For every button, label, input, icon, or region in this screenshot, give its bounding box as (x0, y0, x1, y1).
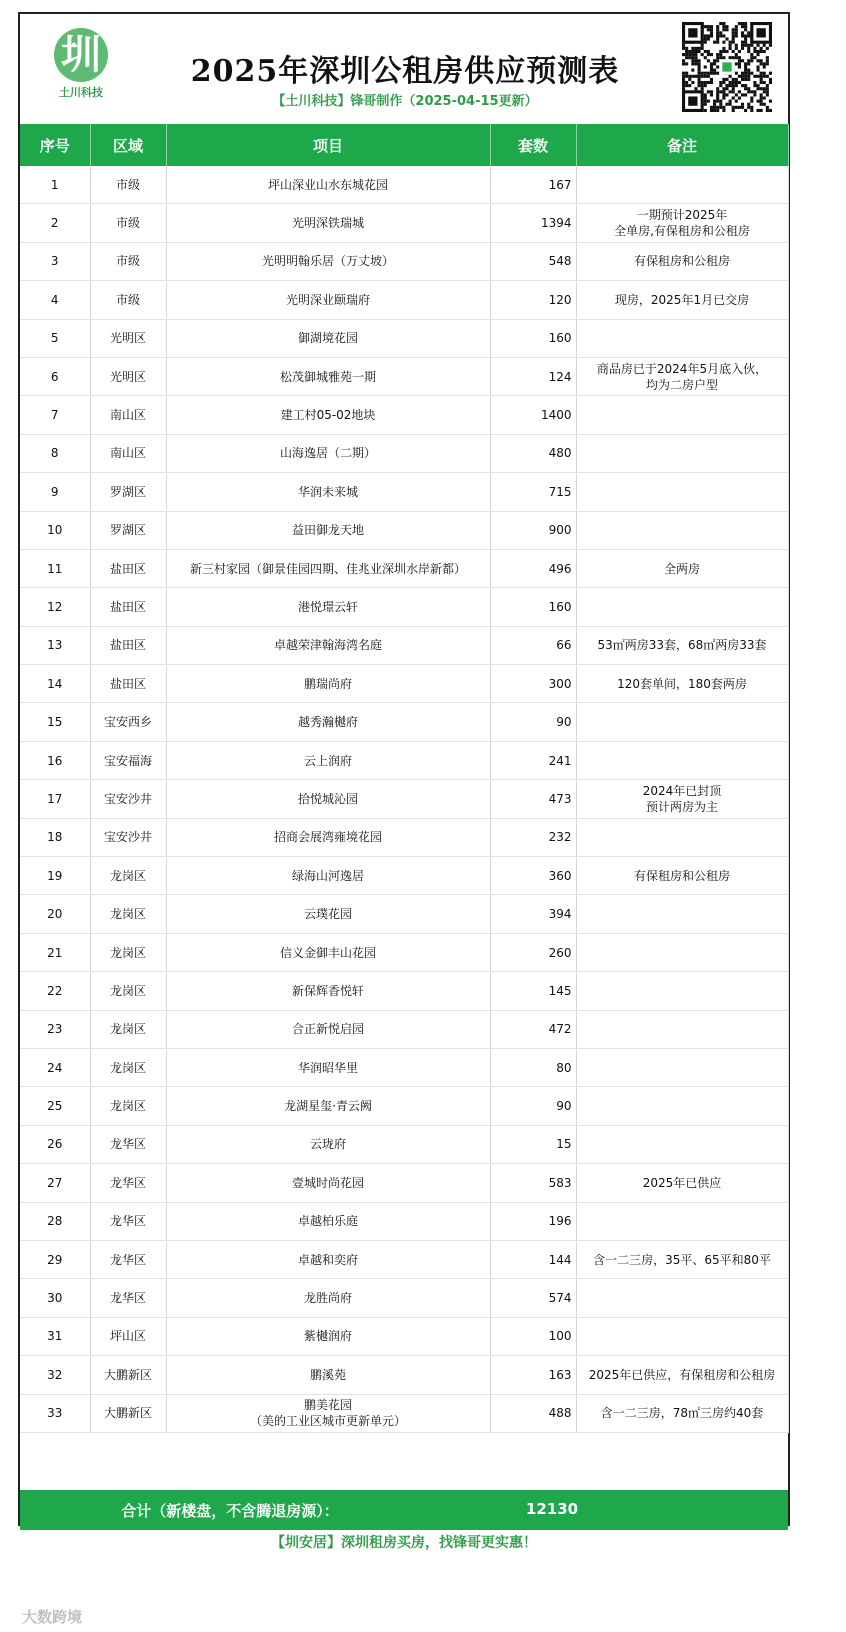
row-region: 龙岗区 (90, 1048, 166, 1086)
table-row (20, 1202, 788, 1240)
row-region: 市级 (90, 204, 166, 242)
row-index: 2 (20, 204, 90, 242)
table-row (20, 357, 788, 395)
table-row (20, 1087, 788, 1125)
row-region: 龙岗区 (90, 857, 166, 895)
row-project: 招商会展湾雍境花园 (166, 818, 490, 856)
row-region: 宝安西乡 (90, 703, 166, 741)
table-header-row (20, 124, 788, 166)
row-index: 33 (20, 1394, 90, 1432)
row-index: 32 (20, 1356, 90, 1394)
row-units: 80 (490, 1048, 576, 1086)
row-region: 宝安沙井 (90, 818, 166, 856)
row-index: 17 (20, 780, 90, 818)
sheet-header (20, 14, 788, 124)
col-header-units: 套数 (490, 124, 576, 166)
row-notes: 含一二三房，78㎡三房约40套 (576, 1394, 788, 1432)
row-project: 越秀瀚樾府 (166, 703, 490, 741)
row-units: 472 (490, 1010, 576, 1048)
row-index: 6 (20, 357, 90, 395)
table-row (20, 549, 788, 587)
table-row (20, 933, 788, 971)
row-units: 232 (490, 818, 576, 856)
row-region: 南山区 (90, 434, 166, 472)
row-index: 4 (20, 281, 90, 319)
row-region: 龙华区 (90, 1125, 166, 1163)
brand-name: 土川科技 (59, 86, 103, 99)
table-row (20, 972, 788, 1010)
row-index: 7 (20, 396, 90, 434)
table-body (20, 166, 788, 1432)
row-notes (576, 1317, 788, 1355)
total-row (20, 1490, 788, 1530)
table-row (20, 434, 788, 472)
table-row (20, 588, 788, 626)
row-notes (576, 1048, 788, 1086)
row-notes: 全两房 (576, 549, 788, 587)
row-notes (576, 972, 788, 1010)
table-row (20, 473, 788, 511)
row-notes: 现房，2025年1月已交房 (576, 281, 788, 319)
row-notes (576, 1279, 788, 1317)
row-notes (576, 895, 788, 933)
row-notes: 有保租房和公租房 (576, 857, 788, 895)
row-units: 900 (490, 511, 576, 549)
row-index: 25 (20, 1087, 90, 1125)
row-project: 合正新悦启园 (166, 1010, 490, 1048)
row-units: 144 (490, 1240, 576, 1278)
row-index: 18 (20, 818, 90, 856)
table-row (20, 396, 788, 434)
row-notes (576, 741, 788, 779)
row-project: 松茂御城雅苑一期 (166, 357, 490, 395)
row-index: 16 (20, 741, 90, 779)
row-index: 20 (20, 895, 90, 933)
table-row (20, 703, 788, 741)
row-units: 260 (490, 933, 576, 971)
row-units: 15 (490, 1125, 576, 1163)
row-project: 华润未来城 (166, 473, 490, 511)
row-index: 9 (20, 473, 90, 511)
row-notes (576, 1202, 788, 1240)
row-units: 574 (490, 1279, 576, 1317)
row-project: 云璞花园 (166, 895, 490, 933)
row-region: 龙岗区 (90, 1010, 166, 1048)
row-units: 715 (490, 473, 576, 511)
row-project: 卓越荣津翰海湾名庭 (166, 626, 490, 664)
row-index: 14 (20, 665, 90, 703)
row-notes (576, 166, 788, 204)
col-header-notes: 备注 (576, 124, 788, 166)
row-index: 10 (20, 511, 90, 549)
table-row (20, 1240, 788, 1278)
row-project: 港悦璟云轩 (166, 588, 490, 626)
row-index: 12 (20, 588, 90, 626)
row-project: 拾悦城沁园 (166, 780, 490, 818)
housing-supply-table (20, 124, 789, 1433)
row-units: 496 (490, 549, 576, 587)
row-index: 28 (20, 1202, 90, 1240)
row-index: 3 (20, 242, 90, 280)
table-row (20, 626, 788, 664)
table-row (20, 319, 788, 357)
page-title: 2025年深圳公租房供应预测表 (190, 54, 620, 89)
row-project: 山海逸居（二期） (166, 434, 490, 472)
row-region: 龙岗区 (90, 972, 166, 1010)
row-region: 光明区 (90, 357, 166, 395)
row-index: 24 (20, 1048, 90, 1086)
row-region: 坪山区 (90, 1317, 166, 1355)
col-header-index: 序号 (20, 124, 90, 166)
row-notes (576, 1010, 788, 1048)
row-notes (576, 319, 788, 357)
row-region: 市级 (90, 242, 166, 280)
row-index: 26 (20, 1125, 90, 1163)
row-project: 龙湖星玺·青云阙 (166, 1087, 490, 1125)
row-region: 宝安沙井 (90, 780, 166, 818)
row-notes (576, 588, 788, 626)
row-notes: 2025年已供应 (576, 1164, 788, 1202)
row-project: 云珑府 (166, 1125, 490, 1163)
row-notes (576, 396, 788, 434)
table-row (20, 857, 788, 895)
row-index: 22 (20, 972, 90, 1010)
row-units: 124 (490, 357, 576, 395)
row-units: 163 (490, 1356, 576, 1394)
row-index: 1 (20, 166, 90, 204)
row-units: 145 (490, 972, 576, 1010)
table-row (20, 1048, 788, 1086)
row-index: 21 (20, 933, 90, 971)
row-index: 15 (20, 703, 90, 741)
row-region: 大鹏新区 (90, 1356, 166, 1394)
row-region: 罗湖区 (90, 473, 166, 511)
row-index: 13 (20, 626, 90, 664)
row-units: 167 (490, 166, 576, 204)
row-project: 紫樾润府 (166, 1317, 490, 1355)
row-region: 龙华区 (90, 1202, 166, 1240)
table-row (20, 1010, 788, 1048)
row-units: 583 (490, 1164, 576, 1202)
row-project: 坪山深业山水东城花园 (166, 166, 490, 204)
row-region: 盐田区 (90, 549, 166, 587)
row-units: 1394 (490, 204, 576, 242)
row-index: 19 (20, 857, 90, 895)
col-header-region: 区域 (90, 124, 166, 166)
row-region: 龙岗区 (90, 1087, 166, 1125)
row-notes (576, 703, 788, 741)
row-notes: 53㎡两房33套，68㎡两房33套 (576, 626, 788, 664)
row-region: 龙华区 (90, 1164, 166, 1202)
row-notes: 有保租房和公租房 (576, 242, 788, 280)
row-project: 云上润府 (166, 741, 490, 779)
row-notes (576, 1125, 788, 1163)
qr-code-icon (682, 22, 772, 112)
row-index: 23 (20, 1010, 90, 1048)
total-label: 合计（新楼盘，不含腾退房源）： (121, 1502, 339, 1520)
row-project: 龙胜尚府 (166, 1279, 490, 1317)
row-units: 241 (490, 741, 576, 779)
row-region: 龙华区 (90, 1240, 166, 1278)
row-notes (576, 818, 788, 856)
row-region: 龙华区 (90, 1279, 166, 1317)
row-region: 龙岗区 (90, 933, 166, 971)
row-project: 光明明翰乐居（万丈坡） (166, 242, 490, 280)
table-row (20, 741, 788, 779)
row-units: 160 (490, 588, 576, 626)
row-notes (576, 1087, 788, 1125)
row-notes (576, 511, 788, 549)
forecast-sheet (18, 12, 790, 1551)
row-notes (576, 933, 788, 971)
row-region: 罗湖区 (90, 511, 166, 549)
row-region: 光明区 (90, 319, 166, 357)
row-notes: 2024年已封顶 预计两房为主 (576, 780, 788, 818)
row-project: 绿海山河逸居 (166, 857, 490, 895)
table-row (20, 1356, 788, 1394)
row-project: 鹏溪苑 (166, 1356, 490, 1394)
row-project: 光明深铁瑞城 (166, 204, 490, 242)
row-project: 益田御龙天地 (166, 511, 490, 549)
table-row (20, 204, 788, 242)
row-region: 龙岗区 (90, 895, 166, 933)
row-project: 鹏美花园 （美的工业区城市更新单元） (166, 1394, 490, 1432)
row-project: 建工村05-02地块 (166, 396, 490, 434)
row-region: 宝安福海 (90, 741, 166, 779)
row-notes: 2025年已供应，有保租房和公租房 (576, 1356, 788, 1394)
table-row (20, 818, 788, 856)
row-project: 光明深业颐瑞府 (166, 281, 490, 319)
row-region: 南山区 (90, 396, 166, 434)
row-units: 90 (490, 1087, 576, 1125)
row-units: 548 (490, 242, 576, 280)
row-region: 盐田区 (90, 665, 166, 703)
table-row (20, 166, 788, 204)
row-index: 31 (20, 1317, 90, 1355)
row-units: 196 (490, 1202, 576, 1240)
table-row (20, 1164, 788, 1202)
row-index: 27 (20, 1164, 90, 1202)
row-units: 300 (490, 665, 576, 703)
row-project: 卓越和奕府 (166, 1240, 490, 1278)
row-region: 盐田区 (90, 626, 166, 664)
table-row (20, 242, 788, 280)
row-region: 市级 (90, 166, 166, 204)
row-project: 壹城时尚花园 (166, 1164, 490, 1202)
col-header-project: 项目 (166, 124, 490, 166)
row-project: 鹏瑞尚府 (166, 665, 490, 703)
row-units: 480 (490, 434, 576, 472)
table-row (20, 511, 788, 549)
row-project: 御湖境花园 (166, 319, 490, 357)
row-project: 信义金御丰山花园 (166, 933, 490, 971)
table-row (20, 1394, 788, 1432)
row-region: 盐田区 (90, 588, 166, 626)
row-project: 卓越柏乐庭 (166, 1202, 490, 1240)
row-units: 360 (490, 857, 576, 895)
table-row (20, 1279, 788, 1317)
table-row (20, 1317, 788, 1355)
row-notes: 含一二三房，35平、65平和80平 (576, 1240, 788, 1278)
row-index: 5 (20, 319, 90, 357)
row-units: 90 (490, 703, 576, 741)
row-units: 1400 (490, 396, 576, 434)
row-units: 473 (490, 780, 576, 818)
row-index: 11 (20, 549, 90, 587)
page-subtitle: 【土川科技】锋哥制作（2025-04-15更新） (272, 94, 538, 109)
row-index: 29 (20, 1240, 90, 1278)
row-units: 120 (490, 281, 576, 319)
row-notes: 120套单间，180套两房 (576, 665, 788, 703)
table-row (20, 665, 788, 703)
row-notes: 一期预计2025年 全单房,有保租房和公租房 (576, 204, 788, 242)
row-region: 市级 (90, 281, 166, 319)
row-notes: 商品房已于2024年5月底入伙， 均为二房户型 (576, 357, 788, 395)
total-value: 12130 (525, 1500, 579, 1518)
row-index: 30 (20, 1279, 90, 1317)
row-units: 66 (490, 626, 576, 664)
row-units: 100 (490, 1317, 576, 1355)
table-row (20, 281, 788, 319)
row-notes (576, 434, 788, 472)
row-notes (576, 473, 788, 511)
row-project: 新三村家园（御景佳园四期、佳兆业深圳水岸新都） (166, 549, 490, 587)
row-region: 大鹏新区 (90, 1394, 166, 1432)
row-project: 新保辉香悦轩 (166, 972, 490, 1010)
table-row (20, 1125, 788, 1163)
slogan-footer: 【圳安居】深圳租房买房，找锋哥更实惠！ (271, 1535, 537, 1551)
brand-logo: 圳 (54, 28, 108, 82)
row-project: 华润昭华里 (166, 1048, 490, 1086)
row-units: 394 (490, 895, 576, 933)
row-index: 8 (20, 434, 90, 472)
table-row (20, 780, 788, 818)
table-row (20, 895, 788, 933)
row-units: 160 (490, 319, 576, 357)
watermark-logo: 大数跨境 (22, 1608, 83, 1626)
row-units: 488 (490, 1394, 576, 1432)
